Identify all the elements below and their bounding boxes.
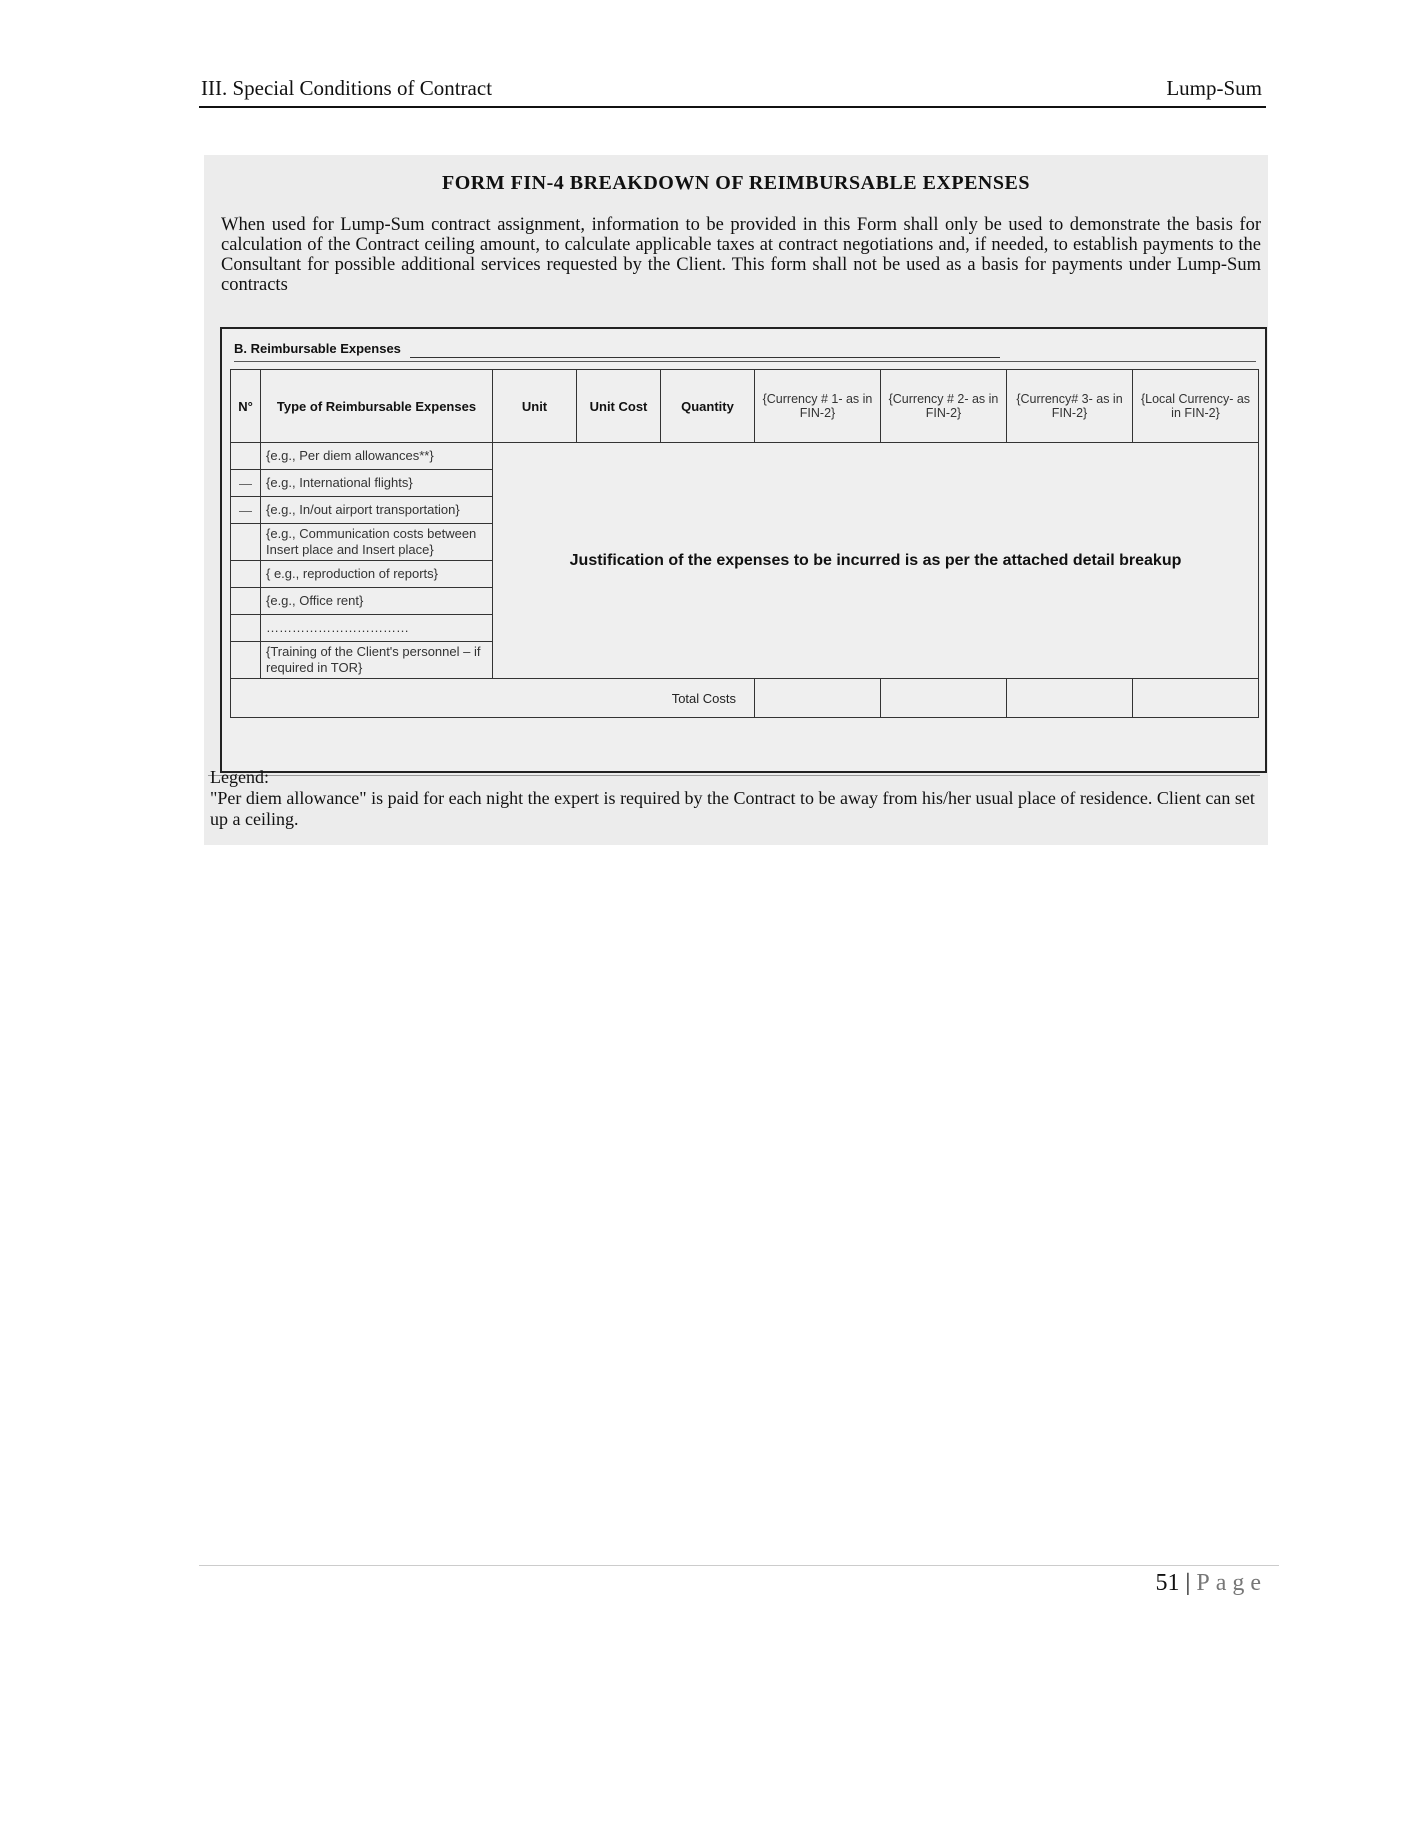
col-header-quantity: Quantity [661,370,755,443]
page-separator: | [1179,1570,1197,1596]
footer-divider [199,1565,1279,1566]
page-header [199,74,1266,108]
total-currency-1-cell [755,679,881,718]
expenses-table-frame [220,327,1267,773]
expense-type: {e.g., Communication costs between Insert place and Insert place} [261,524,493,561]
legend-text: "Per diem allowance" is paid for each night the expert is required by the Contract to be away from his/her usual place of residence. Client can set up a ceiling. [210,788,1255,829]
table-row [231,443,1259,470]
expense-type: {e.g., Office rent} [261,588,493,615]
table-header-row [231,370,1259,443]
total-currency-3-cell [1007,679,1133,718]
row-number [231,615,261,642]
reimbursable-expenses-table [230,369,1259,718]
col-header-type: Type of Reimbursable Expenses [261,370,493,443]
page-number: 51 [1155,1570,1180,1596]
expense-type: …………………………… [261,615,493,642]
expense-type: {Training of the Client's personnel – if required in TOR} [261,642,493,679]
col-header-unit-cost: Unit Cost [577,370,661,443]
total-currency-2-cell [881,679,1007,718]
total-row [231,679,1259,718]
col-header-currency-1: {Currency # 1- as in FIN-2} [755,370,881,443]
section-underline [410,357,1000,358]
scanned-form-image [204,155,1268,845]
header-contract-type: Lump-Sum [1166,76,1262,100]
row-number [231,443,261,470]
section-title: B. Reimbursable Expenses [234,341,401,356]
page-word: Page [1196,1570,1267,1596]
col-header-unit: Unit [493,370,577,443]
col-header-no: N° [231,370,261,443]
form-title: FORM FIN-4 BREAKDOWN OF REIMBURSABLE EXPENSES [442,172,1030,194]
expense-type: { e.g., reproduction of reports} [261,561,493,588]
row-number: — [231,497,261,524]
col-header-local-currency: {Local Currency- as in FIN-2} [1133,370,1259,443]
legend [210,767,1260,830]
row-number [231,642,261,679]
expense-type: {e.g., International flights} [261,470,493,497]
justification-note: Justification of the expenses to be incurred is as per the attached detail breakup [493,443,1259,679]
expense-type: {e.g., In/out airport transportation} [261,497,493,524]
col-header-currency-3: {Currency# 3- as in FIN-2} [1007,370,1133,443]
form-intro-text: When used for Lump-Sum contract assignment, information to be provided in this Form shall only be used to demonstrate the basis for calculation of the Contract ceiling amount, to calculate applicable taxes at contract negotiations and, if needed, to establish payments to the Consultant for possible additional services requested by the Client. This form shall not be used as a basis for payments under Lump-Sum contracts [221,215,1261,295]
row-number [231,588,261,615]
header-section-title: III. Special Conditions of Contract [201,76,493,100]
total-costs-label: Total Costs [231,679,755,718]
col-header-currency-2: {Currency # 2- as in FIN-2} [881,370,1007,443]
legend-label: Legend: [210,767,269,787]
page-number-footer [1156,1570,1267,1597]
total-local-currency-cell [1133,679,1259,718]
section-divider [234,361,1256,362]
row-number: — [231,470,261,497]
row-number [231,561,261,588]
expense-type: {e.g., Per diem allowances**} [261,443,493,470]
row-number [231,524,261,561]
